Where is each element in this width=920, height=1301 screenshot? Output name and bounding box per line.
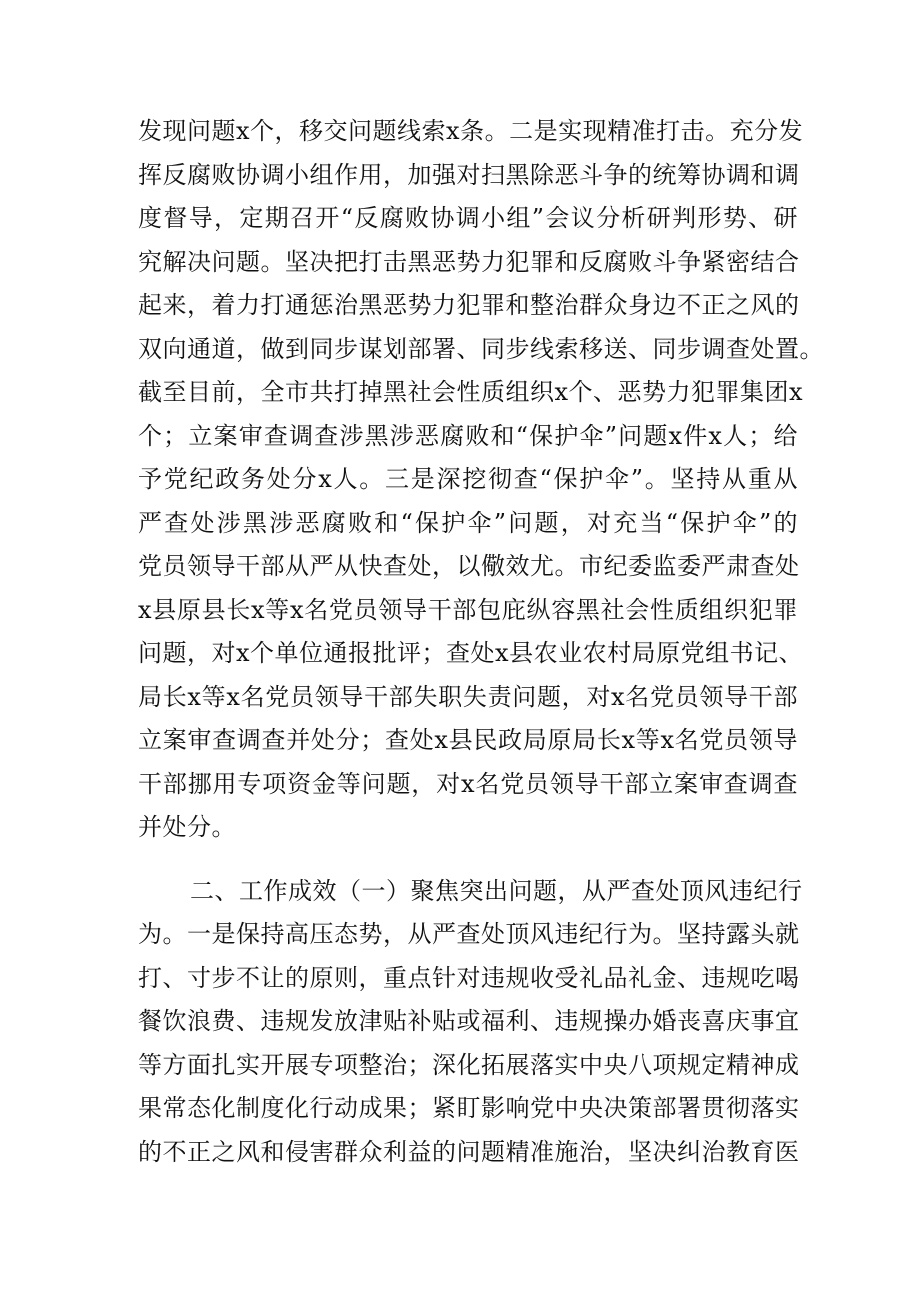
- text-line: 起来，着力打通惩治黑恶势力犯罪和整治群众身边不正之风的: [138, 291, 800, 319]
- text-line: 问题，对x个单位通报批评；查处x县农业农村局原党组书记、: [138, 639, 804, 667]
- text-line: 为。一是保持高压态势，从严查处顶风违纪行为。坚持露头就: [138, 920, 800, 948]
- text-line: 挥反腐败协调小组作用，加强对扫黑除恶斗争的统筹协调和调: [138, 160, 800, 189]
- text-line: 个；立案审查调查涉黑涉恶腐败和“保护伞”问题x件x人；给: [138, 421, 798, 450]
- text-line: 干部挪用专项资金等问题，对x名党员领导干部立案审查调查: [138, 769, 798, 798]
- text-line: 双向通道，做到同步谋划部署、同步线索移送、同步调查处置。: [138, 334, 824, 363]
- text-line: 予党纪政务处分x人。三是深挖彻查“保护伞”。坚持从重从: [138, 465, 798, 493]
- text-line: 的不正之风和侵害群众利益的问题精准施治，坚决纠治教育医: [138, 1137, 800, 1166]
- text-line: 截至目前，全市共打掉黑社会性质组织x个、恶势力犯罪集团x: [138, 378, 804, 406]
- text-line: 立案审查调查并处分；查处x县民政局原局长x等x名党员领导: [138, 726, 798, 754]
- paragraph-2: [138, 870, 803, 1175]
- text-line: 究解决问题。坚决把打击黑恶势力犯罪和反腐败斗争紧密结合: [138, 247, 800, 276]
- text-line: 打、寸步不让的原则，重点针对违规收受礼品礼金、违规吃喝: [138, 963, 800, 992]
- text-line: 严查处涉黑涉恶腐败和“保护伞”问题，对充当“保护伞”的: [138, 508, 798, 537]
- text-line: 餐饮浪费、违规发放津贴补贴或福利、违规操办婚丧喜庆事宜: [138, 1007, 800, 1035]
- text-line: 局长x等x名党员领导干部失职失责问题，对x名党员领导干部: [138, 682, 798, 711]
- text-line: 二、工作成效（一）聚焦突出问题，从严查处顶风违纪行: [190, 876, 803, 905]
- paragraph-1: [138, 110, 824, 850]
- text-line: 党员领导干部从严从快查处，以儆效尤。市纪委监委严肃查处: [138, 552, 800, 580]
- document-body: [138, 110, 824, 1174]
- text-line: 发现问题x个，移交问题线索x条。二是实现精准打击。充分发: [138, 117, 804, 145]
- text-line: 果常态化制度化行动成果；紧盯影响党中央决策部署贯彻落实: [138, 1094, 800, 1122]
- text-line: 度督导，定期召开“反腐败协调小组”会议分析研判形势、研: [138, 204, 798, 232]
- text-line: 并处分。: [138, 813, 236, 841]
- text-line: 等方面扎实开展专项整治；深化拓展落实中央八项规定精神成: [138, 1050, 800, 1079]
- text-line: x县原县长x等x名党员领导干部包庇纵容黑社会性质组织犯罪: [138, 595, 798, 624]
- paragraph-spacer: [138, 850, 798, 870]
